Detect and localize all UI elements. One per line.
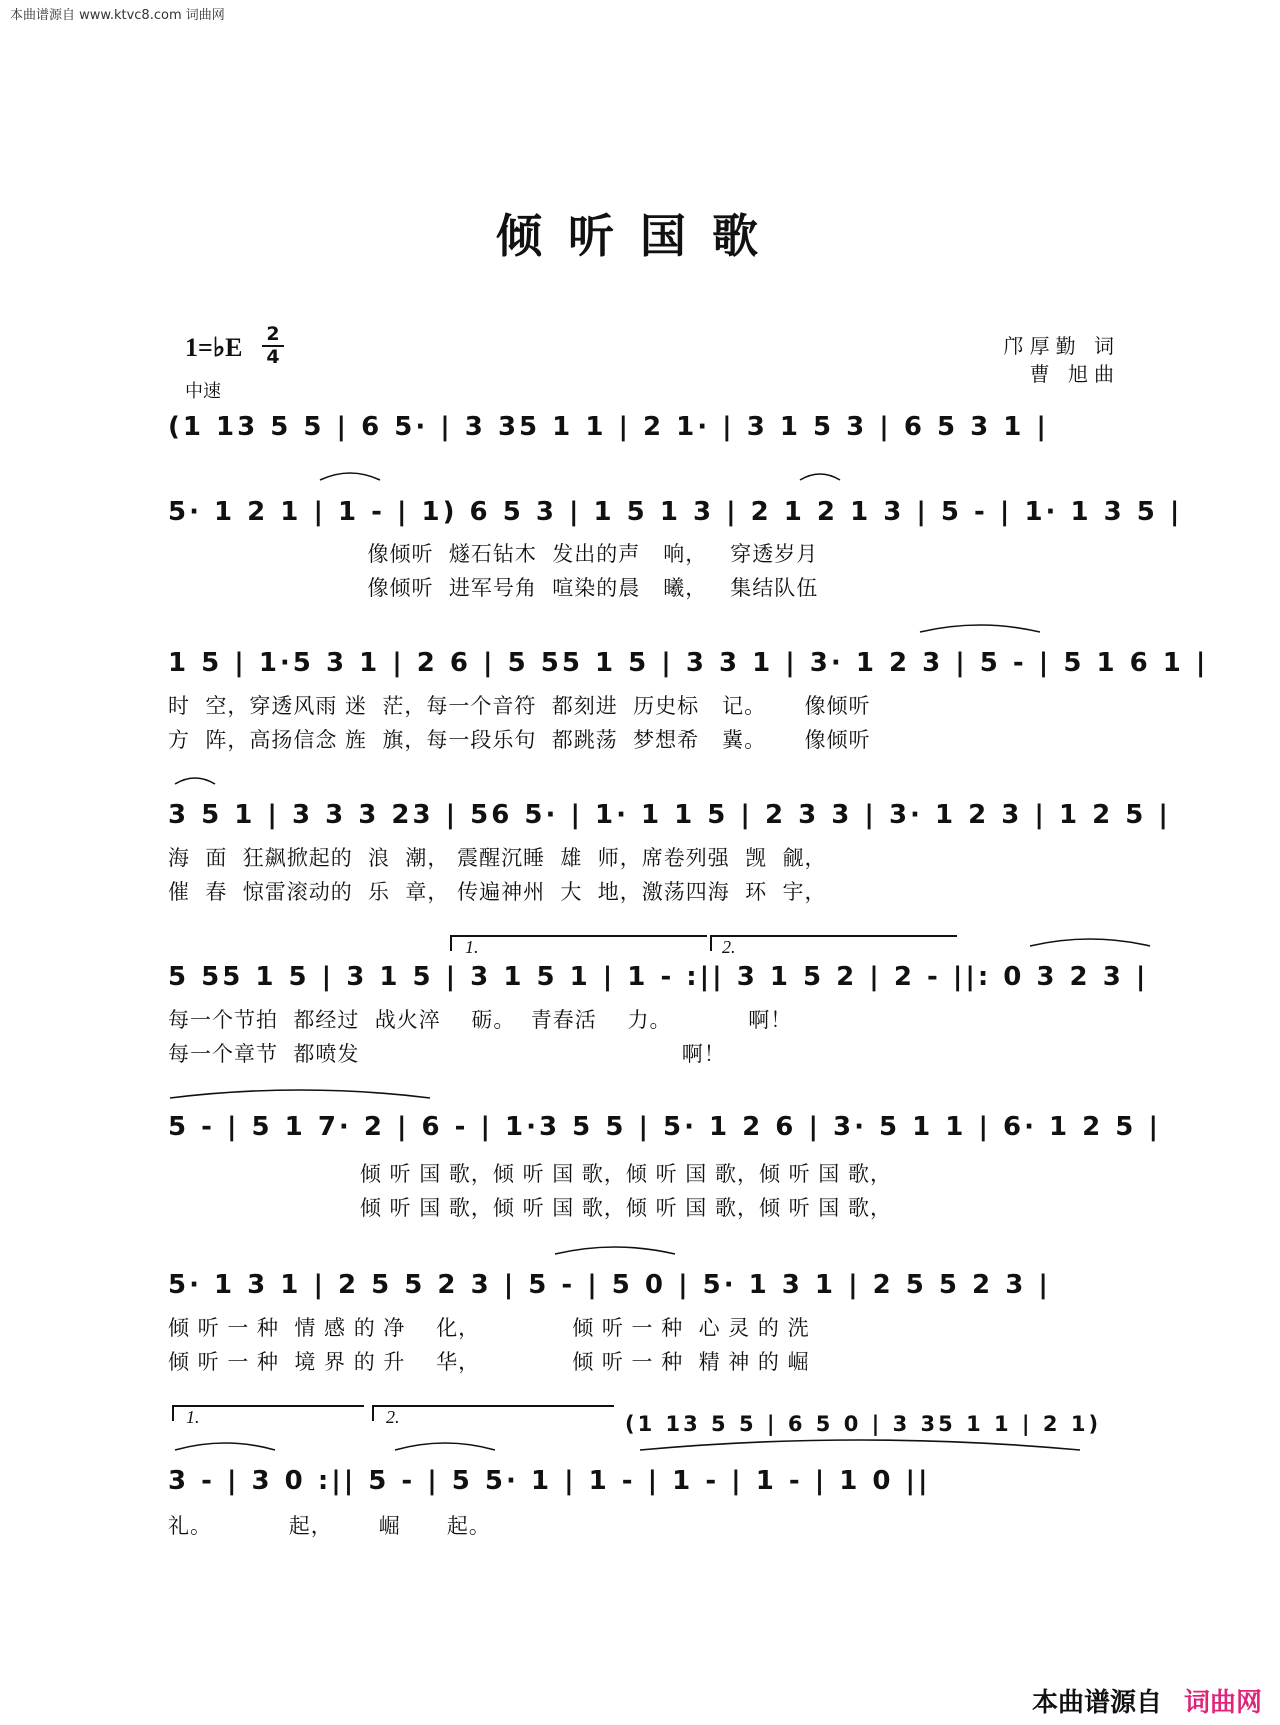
song-title: 倾听国歌 bbox=[496, 209, 784, 263]
volta-bracket-2 bbox=[710, 935, 957, 951]
notation-row-3: 1 5 | 1·5 3 1 | 2 6 | 5 55 1 5 | 3 3 1 | 3· 1 2 3 | 5 - | 5 1 6 1 | bbox=[168, 648, 1209, 678]
lyric-row-2-verse-2: 像倾听 进军号角 喧染的晨 曦， 集结队伍 bbox=[168, 576, 819, 600]
lyric-row-2-verse-1: 像倾听 燧石钻木 发出的声 响， 穿透岁月 bbox=[168, 542, 819, 566]
volta-label-1: 1. bbox=[465, 937, 479, 957]
notation-row-7: 5· 1 3 1 | 2 5 5 2 3 | 5 - | 5 0 | 5· 1 3 1 | 2 5 5 2 3 | bbox=[168, 1270, 1051, 1300]
lyric-row-3-verse-2: 方 阵，高扬信念 旌 旗，每一段乐句 都跳荡 梦想希 冀。 像倾听 bbox=[168, 728, 871, 752]
volta-label-4: 2. bbox=[386, 1407, 400, 1427]
top-watermark: 本曲谱源自 www.ktvc8.com 词曲网 bbox=[10, 8, 225, 23]
footer-site[interactable]: 词曲网 bbox=[1183, 1688, 1262, 1718]
footer-watermark bbox=[1032, 1682, 1262, 1719]
notation-row-2: 5· 1 2 1 | 1 - | 1) 6 5 3 | 1 5 1 3 | 2 1 2 1 3 | 5 - | 1· 1 3 5 | bbox=[168, 497, 1183, 527]
lyricist-credit: 邝厚勤 词 bbox=[1003, 334, 1120, 358]
tempo-marking: 中速 bbox=[185, 381, 221, 402]
notation-row-5: 5 55 1 5 | 3 1 5 | 3 1 5 1 | 1 - :|| 3 1 5 2 | 2 - ||: 0 3 2 3 | bbox=[168, 962, 1149, 992]
volta-bracket-3 bbox=[172, 1405, 364, 1421]
lyric-row-7-verse-2: 倾 听 一 种 境 界 的 升 华， 倾 听 一 种 精 神 的 崛 bbox=[168, 1350, 810, 1374]
composer-credit: 曹 旭曲 bbox=[1029, 362, 1120, 386]
time-top: 2 bbox=[266, 323, 280, 345]
key-signature: 1=♭E bbox=[185, 333, 243, 362]
lyric-row-6-verse-2: 倾 听 国 歌，倾 听 国 歌，倾 听 国 歌，倾 听 国 歌， bbox=[168, 1196, 892, 1220]
lyric-row-5-verse-2: 每一个章节 都喷发 啊！ bbox=[168, 1042, 726, 1066]
notation-row-4: 3 5 1 | 3 3 3 23 | 56 5· | 1· 1 1 5 | 2 3 3 | 3· 1 2 3 | 1 2 5 | bbox=[168, 800, 1171, 830]
volta-label-3: 1. bbox=[186, 1407, 200, 1427]
notation-row-8-instrumental: (1 13 5 5 | 6 5 0 | 3 35 1 1 | 2 1) bbox=[625, 1412, 1102, 1436]
lyric-row-4-verse-1: 海 面 狂飙掀起的 浪 潮， 震醒沉睡 雄 师，席卷列强 觊 觎， bbox=[168, 846, 827, 870]
volta-bracket-1 bbox=[450, 935, 707, 951]
volta-bracket-4 bbox=[372, 1405, 614, 1421]
time-signature bbox=[262, 325, 284, 367]
footer-source: 本曲谱源自 bbox=[1031, 1688, 1162, 1718]
lyric-row-3-verse-1: 时 空，穿透风雨 迷 茫，每一个音符 都刻进 历史标 记。 像倾听 bbox=[168, 694, 871, 718]
lyric-row-7-verse-1: 倾 听 一 种 情 感 的 净 化， 倾 听 一 种 心 灵 的 洗 bbox=[168, 1316, 810, 1340]
notation-row-6: 5 - | 5 1 7· 2 | 6 - | 1·3 5 5 | 5· 1 2 6 | 3· 5 1 1 | 6· 1 2 5 | bbox=[168, 1112, 1161, 1142]
lyric-row-4-verse-2: 催 春 惊雷滚动的 乐 章， 传遍神州 大 地，激荡四海 环 宇， bbox=[168, 880, 827, 904]
lyric-row-5-verse-1: 每一个节拍 都经过 战火淬 砺。 青春活 力。 啊！ bbox=[168, 1008, 793, 1032]
notation-row-8: 3 - | 3 0 :|| 5 - | 5 5· 1 | 1 - | 1 - | 1 - | 1 0 || bbox=[168, 1466, 931, 1496]
time-bottom: 4 bbox=[266, 346, 280, 368]
lyric-row-8: 礼。 起， 崛 起。 bbox=[168, 1514, 491, 1538]
volta-label-2: 2. bbox=[722, 937, 736, 957]
lyric-row-6-verse-1: 倾 听 国 歌，倾 听 国 歌，倾 听 国 歌，倾 听 国 歌， bbox=[168, 1162, 892, 1186]
notation-row-1: (1 13 5 5 | 6 5· | 3 35 1 1 | 2 1· | 3 1 5 3 | 6 5 3 1 | bbox=[168, 412, 1049, 442]
